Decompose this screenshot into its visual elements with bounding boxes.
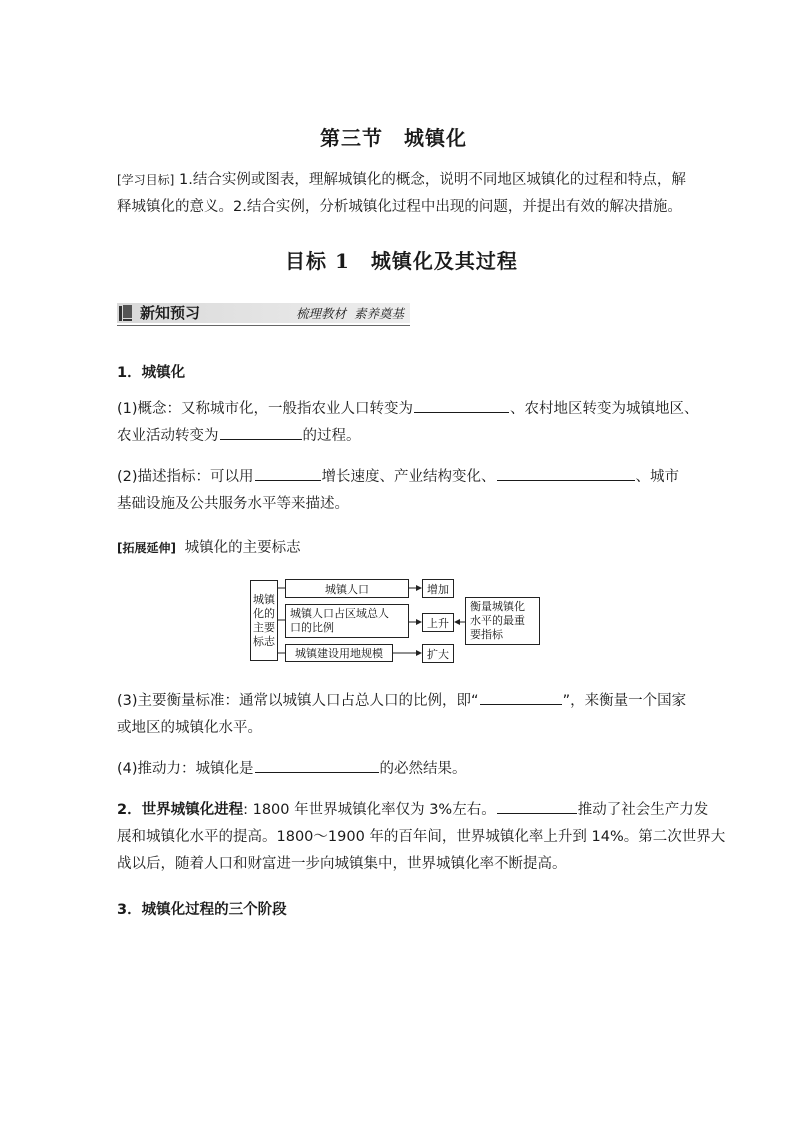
extension-title: 城镇化的主要标志 [184, 540, 301, 556]
banner-underline [117, 325, 410, 326]
concept-paragraph [117, 396, 699, 450]
world-urbanization-paragraph [117, 797, 726, 878]
diagram-item-land-scale [285, 644, 393, 662]
item-label-line: 城镇人口占区域总人 [290, 607, 389, 620]
blank-4 [497, 466, 635, 481]
objectives-line-1: 1.结合实例或图表，理解城镇化的概念，说明不同地区城镇化的过程和特点，解 [178, 172, 686, 188]
result-increase [422, 579, 454, 598]
item-label-line: 口的比例 [290, 621, 334, 634]
key-indicator-note [465, 597, 540, 645]
world-text-c: 推动了社会生产力发 [577, 802, 709, 818]
note-line: 水平的最重 [470, 614, 525, 627]
indicator-text-b: 增长速度、产业结构变化、 [321, 469, 496, 485]
extension-tag: [拓展延伸] [117, 541, 176, 555]
book-icon [119, 305, 132, 321]
left-label-line: 城镇 [253, 592, 275, 606]
measurement-text-b: ”，来衡量一个国家 [562, 693, 687, 709]
world-text-e: 战以后，随着人口和财富进一步向城镇集中，世界城镇化率不断提高。 [117, 856, 567, 872]
indicator-text-c: 、城市 [635, 469, 680, 485]
result-label: 扩大 [427, 647, 449, 661]
item-label: 城镇建设用地规模 [295, 647, 383, 660]
diagram-item-urban-population [285, 579, 409, 598]
goal-heading: 目标 1 城镇化及其过程 [285, 249, 518, 273]
preview-banner [117, 303, 410, 327]
section-2-title: 2．世界城镇化进程 [117, 802, 244, 818]
world-text-d: 展和城镇化水平的提高。1800～1900 年的百年间，世界城镇化率上升到 14%。第二次世界大 [117, 829, 726, 845]
blank-7 [497, 799, 577, 814]
result-rise [422, 613, 454, 632]
note-line: 要指标 [470, 628, 503, 641]
item-label: 城镇人口 [325, 582, 369, 596]
note-line: 衡量城镇化 [470, 600, 525, 613]
banner-label: 新知预习 [140, 304, 201, 322]
world-text-b: : 1800 年世界城镇化率仅为 3%左右。 [243, 802, 496, 818]
blank-3 [255, 466, 321, 481]
driving-force-paragraph [117, 756, 687, 783]
section-title: 第三节 城镇化 [320, 126, 467, 150]
left-label-line: 化的 [253, 606, 275, 620]
driving-force-text-a: (4)推动力：城镇化是 [117, 761, 254, 777]
measurement-text-a: (3)主要衡量标准：通常以城镇人口占总人口的比例，即“ [117, 693, 479, 709]
left-label-line: 标志 [253, 634, 275, 648]
blank-6 [255, 758, 379, 773]
diagram-left-label [250, 580, 278, 661]
concept-text-a: (1)概念：又称城市化，一般指农业人口转变为 [117, 401, 414, 417]
result-label: 上升 [427, 616, 449, 630]
section-1-title: 1．城镇化 [117, 365, 186, 381]
concept-text-c: 农业活动转变为 [117, 428, 219, 444]
banner-subtitle: 梳理教材 素养奠基 [296, 306, 404, 321]
indicator-text-a: (2)描述指标：可以用 [117, 469, 254, 485]
section-3-title: 3．城镇化过程的三个阶段 [117, 902, 287, 918]
diagram-item-urban-ratio [285, 604, 409, 638]
measurement-text-c: 或地区的城镇化水平。 [117, 720, 262, 736]
urbanization-diagram [250, 577, 542, 663]
indicator-paragraph [117, 464, 687, 518]
blank-2 [220, 425, 302, 440]
left-label-line: 主要 [253, 620, 275, 634]
learning-objectives [117, 167, 687, 221]
result-label: 增加 [427, 582, 449, 596]
objectives-tag: [学习目标] [117, 173, 175, 187]
concept-text-b: 、农村地区转变为城镇地区、 [510, 401, 699, 417]
result-expand [422, 644, 454, 663]
measurement-paragraph [117, 688, 687, 742]
driving-force-text-b: 的必然结果。 [379, 761, 467, 777]
objectives-line-2: 释城镇化的意义。2.结合实例，分析城镇化过程中出现的问题，并提出有效的解决措施。 [117, 199, 682, 215]
blank-5 [480, 690, 562, 705]
concept-text-d: 的过程。 [302, 428, 361, 444]
indicator-text-d: 基础设施及公共服务水平等来描述。 [117, 496, 349, 512]
extension-heading [117, 536, 301, 557]
blank-1 [414, 398, 509, 413]
